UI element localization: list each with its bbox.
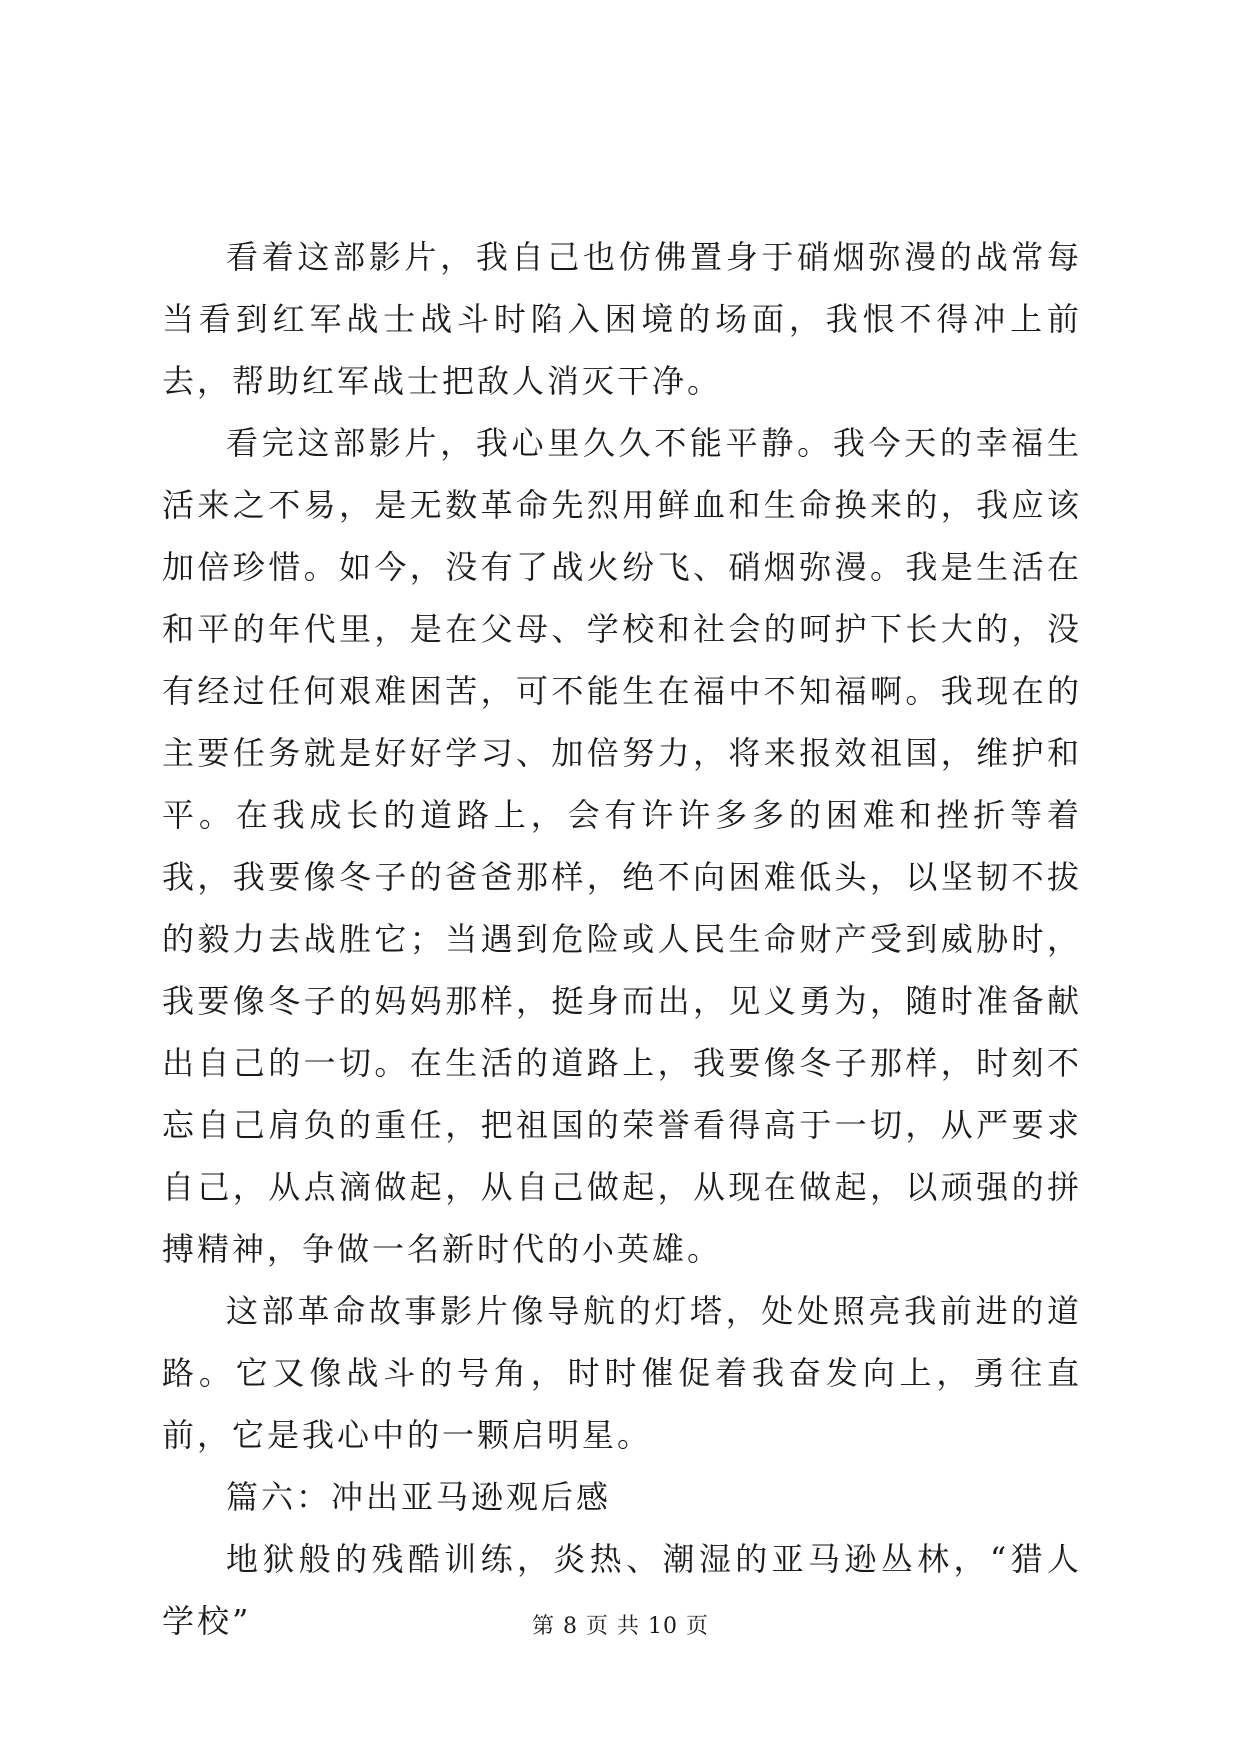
paragraph-3: 这部革命故事影片像导航的灯塔，处处照亮我前进的道路。它又像战斗的号角，时时催促着我奋发向上，勇往直前，它是我心中的一颗启明星。	[162, 1292, 1082, 1454]
page-number-footer: 第 8 页 共 10 页	[532, 1614, 709, 1639]
document-body	[162, 226, 1082, 1652]
paragraph-4: 地狱般的残酷训练，炎热、潮湿的亚马逊丛林，“猎人学校”	[162, 1540, 1082, 1640]
paragraph-2: 看完这部影片，我心里久久不能平静。我今天的幸福生活来之不易，是无数革命先烈用鲜血和生命换来的，我应该加倍珍惜。如今，没有了战火纷飞、硝烟弥漫。我是生活在和平的年代里，是在父母、学校和社会的呵护下长大的，没有经过任何艰难困苦，可不能生在福中不知福啊。我现在的主要任务就是好好学习、加倍努力，将来报效祖国，维护和平。在我成长的道路上，会有许许多多的困难和挫折等着我，我要像冬子的爸爸那样，绝不向困难低头，以坚韧不拔的毅力去战胜它；当遇到危险或人民生命财产受到威胁时，我要像冬子的妈妈那样，挺身而出，见义勇为，随时准备献出自己的一切。在生活的道路上，我要像冬子那样，时刻不忘自己肩负的重任，把祖国的荣誉看得高于一切，从严要求自己，从点滴做起，从自己做起，从现在做起，以顽强的拼搏精神，争做一名新时代的小英雄。	[162, 424, 1082, 1268]
section-heading: 篇六：冲出亚马逊观后感	[226, 1478, 612, 1516]
paragraph-1: 看着这部影片，我自己也仿佛置身于硝烟弥漫的战常每当看到红军战士战斗时陷入困境的场面，我恨不得冲上前去，帮助红军战士把敌人消灭干净。	[162, 238, 1082, 400]
